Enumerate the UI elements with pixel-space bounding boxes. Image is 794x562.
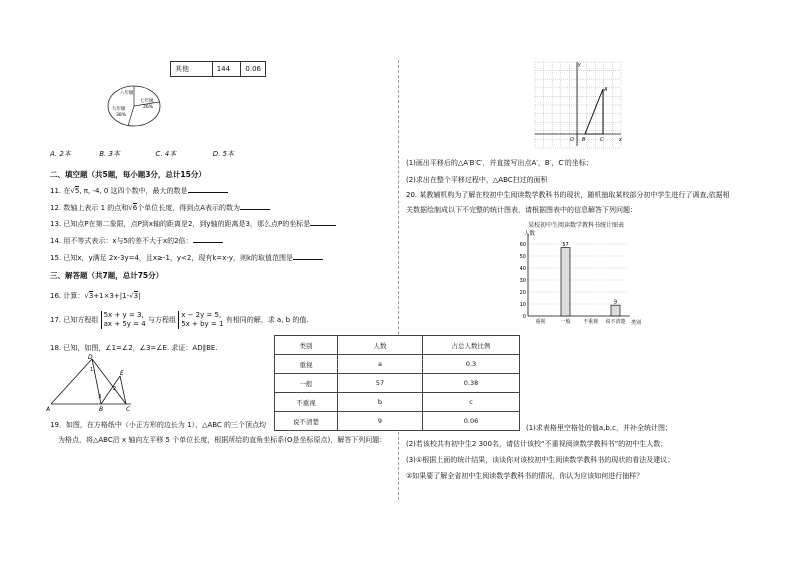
choice-b[interactable]: B. 3本 — [99, 150, 120, 158]
question-15: 15. 已知x，y满足 2x-3y=4，且x≥-1，y<2，现有k=x-y，则k的取值范围是 — [50, 253, 323, 263]
question-20-sub-4: ②如果要了解全省初中生阅读数学教科书的情况，你认为应该如何进行抽样？ — [406, 472, 644, 480]
bar — [561, 248, 570, 316]
question-17: 17. 已知方程组 5x + y = 3, ax + 5y = 4 与方程组 x − 2y = 5, 5x + by = 1 有相同的解，求 a, b 的值. — [50, 311, 309, 328]
y-tick-label: 50 — [519, 253, 526, 260]
question-19-part-1: (1)画出平移后的△A′B′C′，并直接写出点A′，B′，C′的坐标； — [406, 159, 593, 167]
vertex-label: D — [88, 354, 93, 361]
table-cell: 不重视 — [275, 393, 338, 412]
table-header-cell: 类别 — [275, 336, 338, 355]
answer-blank[interactable] — [188, 192, 228, 193]
pie-label: 38% — [116, 113, 127, 118]
question-20-sub-3: (3)①根据上面的统计结果，谈谈你对该校初中生阅读数学教科书的现状的看法及建议； — [406, 456, 675, 464]
choice-d[interactable]: D. 5本 — [212, 150, 234, 158]
question-18: 18. 已知，如图，∠1=∠2，∠3=∠E. 求证：AD∥BE. — [50, 344, 218, 352]
pie-chart — [106, 84, 162, 128]
table-cell: 0.06 — [423, 412, 520, 431]
data-label: 57 — [562, 242, 569, 249]
x-tick-label: 说不清楚 — [605, 319, 626, 325]
y-tick-label: 10 — [519, 301, 526, 308]
vertex-label: E — [120, 370, 124, 377]
x-tick-label: 一般 — [560, 319, 571, 325]
vertex-label: B — [99, 406, 104, 412]
point-label: C — [600, 137, 604, 143]
question-19-line-1: 19．如图，在方格纸中（小正方形的边长为 1），△ABC 的三个顶点均 — [50, 421, 267, 429]
vertex-label: C — [126, 406, 131, 412]
bar-chart — [500, 228, 650, 326]
question-19-line-2: 为格点，将△ABC沿 x 轴向左平移 5 个单位长度，根据所给的直角坐标系(O是坐标原点)，解答下列问题： — [58, 436, 387, 444]
triangle-figure — [46, 354, 136, 412]
table-cell: 重视 — [275, 355, 338, 374]
y-tick-label: 0 — [522, 313, 526, 320]
answer-blank[interactable] — [310, 225, 336, 226]
question-20-sub-2: (2)若该校共有初中生2 300名，请估计该校“不重视阅读数学教科书”的初中生人数； — [406, 440, 668, 448]
column-divider — [398, 60, 399, 500]
table-row — [275, 355, 520, 374]
table-cell: 57 — [338, 374, 423, 393]
table-row — [275, 393, 520, 412]
top-table-cell: 其他 — [171, 62, 213, 77]
y-tick-label: 20 — [519, 289, 526, 296]
angle-label: 3 — [98, 394, 102, 400]
top-table-cell: 0.06 — [241, 62, 266, 77]
angle-label: 2 — [113, 386, 117, 392]
edge-ad — [51, 359, 92, 404]
table-cell: 9 — [338, 412, 423, 431]
point-label: B — [582, 137, 586, 143]
top-table-cell: 144 — [212, 62, 241, 77]
top-table — [170, 61, 266, 77]
question-11: 11. 在√5, π, -4, 0 这四个数中，最大的数是 — [50, 186, 228, 196]
table-cell: c — [423, 393, 520, 412]
question-12: 12. 数轴上表示 1 的点和√6个单位长度，得到点A表示的数为 — [50, 203, 270, 213]
section-2-title: 二、填空题（共5题，每小题3分，总计15分） — [50, 170, 206, 179]
bar-chart-title: 某校初中生阅读数学教科书统计图表 — [528, 222, 625, 229]
question-20-line-2: 关数据绘制成以下不完整的统计图表，请根据图表中的信息解答下列问题： — [406, 206, 637, 214]
table-row — [275, 374, 520, 393]
vertex-label: A — [46, 406, 51, 412]
table-row — [275, 412, 520, 431]
table-cell: a — [338, 355, 423, 374]
axis-label: x — [619, 137, 622, 143]
table-cell: 0.3 — [423, 355, 520, 374]
answer-blank[interactable] — [293, 259, 323, 260]
table-cell: b — [338, 393, 423, 412]
axis-label: y — [578, 62, 581, 68]
triangle-abc — [585, 89, 603, 134]
origin-label: O — [570, 137, 574, 143]
grid-lines — [535, 62, 621, 148]
table-header-cell: 人数 — [338, 336, 423, 355]
question-19-part-2: (2)求出在整个平移过程中，△ABC扫过的面积 — [406, 176, 548, 184]
y-axis-label: 人数 — [524, 231, 536, 237]
bar — [611, 305, 620, 316]
question-13: 13. 已知点P在第二象限，点P到x轴的距离是2，到y轴的距离是3，那么点P的坐标是 — [50, 219, 336, 229]
pie-label: 26% — [143, 105, 154, 110]
coordinate-grid — [533, 60, 625, 152]
edge-be — [101, 376, 120, 404]
x-tick-label: 不重视 — [582, 319, 599, 325]
y-tick-label: 40 — [519, 265, 526, 272]
pie-label: 七年级 — [140, 99, 154, 104]
question-20-line-1: 20. 某教辅机构为了解在校初中生阅读数学教科书的现状，随机抽取某校部分初中学生进行了调查,依据相 — [406, 191, 730, 199]
choice-a[interactable]: A. 2本 — [50, 150, 71, 158]
table-cell: 一般 — [275, 374, 338, 393]
table-cell: 0.38 — [423, 374, 520, 393]
answer-blank[interactable] — [240, 209, 270, 210]
question-20-sub-1: (1)求表格里空格处的值a,b,c，并补全统计图； — [526, 424, 672, 432]
table-cell: 说不清楚 — [275, 412, 338, 431]
x-axis-label: 类别 — [631, 320, 642, 326]
answer-blank[interactable] — [193, 242, 223, 243]
point-label: A — [604, 87, 608, 93]
table-header-cell: 占总人数比例 — [423, 336, 520, 355]
y-tick-label: 60 — [519, 241, 526, 248]
section-3-title: 三、解答题（共7题，总计75分） — [50, 271, 164, 280]
data-label: 9 — [613, 299, 618, 306]
pie-label: 九年级 — [112, 107, 126, 112]
pie-label: 八年级 — [120, 91, 134, 96]
question-16: 16. 计算：√3+1×3+|1-√3| — [50, 292, 141, 300]
y-tick-label: 30 — [519, 277, 526, 284]
choice-row — [50, 149, 234, 159]
stats-table — [274, 335, 520, 431]
choice-c[interactable]: C. 4本 — [155, 150, 177, 158]
angle-label: 1 — [90, 367, 94, 373]
equation-system-2: x − 2y = 5, 5x + by = 1 — [178, 311, 223, 329]
table-header-row — [275, 336, 520, 355]
equation-system-1: 5x + y = 3, ax + 5y = 4 — [101, 311, 146, 329]
question-14: 14. 用不等式表示：x与5的差不大于x的2倍： — [50, 236, 223, 246]
x-tick-label: 重视 — [535, 319, 546, 325]
